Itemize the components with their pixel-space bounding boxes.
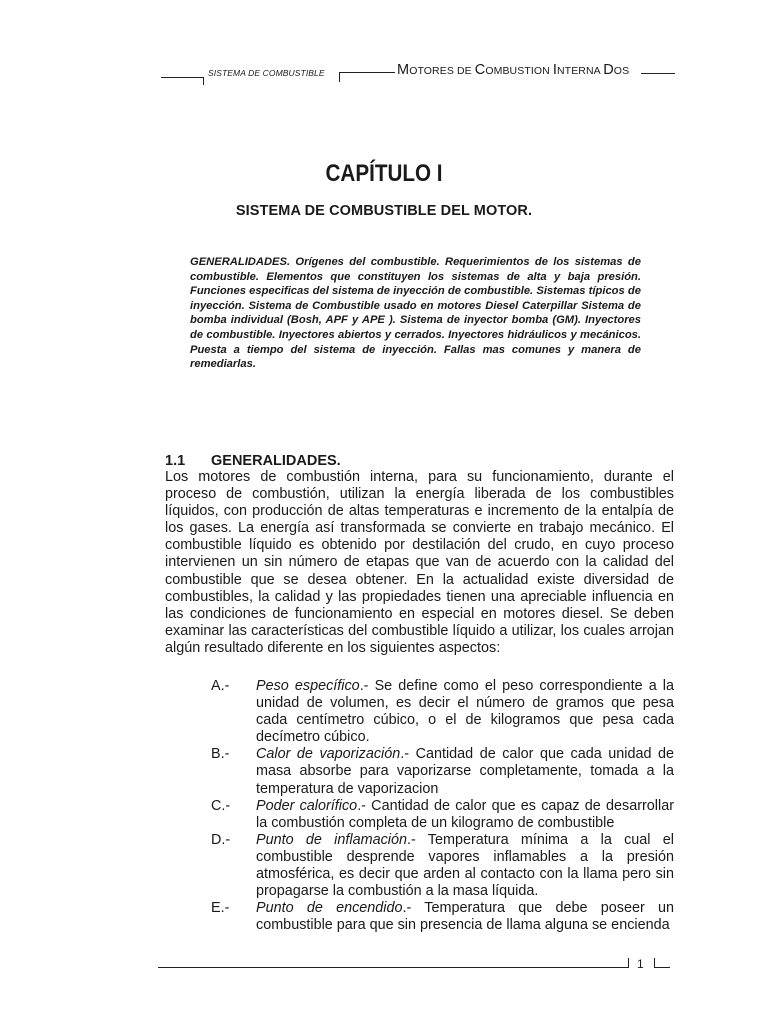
list-item-text (256, 900, 674, 934)
header-rule-tick (339, 72, 340, 82)
list-item (211, 746, 674, 797)
header-title-initial: C (474, 62, 486, 78)
header-title-rest: NTERNA (557, 65, 604, 77)
section-title: GENERALIDADES. (211, 453, 341, 469)
list-item (211, 832, 674, 900)
footer-rule-tick (628, 958, 629, 968)
page-header (0, 62, 768, 86)
list-item-label: B.- (211, 746, 230, 763)
header-rule-middle (339, 72, 395, 73)
list-item-text (256, 798, 674, 832)
header-title-initial: M (397, 62, 410, 78)
list-item-term: Calor de vaporización (256, 746, 401, 763)
header-book-title (397, 62, 629, 78)
list-item (211, 798, 674, 832)
section-paragraph: Los motores de combustión interna, para su funcionamiento, durante el proceso de combustión, utilizan la energía liberada de los combustibles líquidos, con producción de altas temperaturas e incremento de la entalpía de los gases. La energía así transformada se convierte en trabajo mecánico. El combustible líquido es obtenido por destilación del crudo, en cuyo proceso intervienen un sin número de etapas que van de acuerdo con la calidad del combustible que se desea obtener. En la actualidad existe diversidad de combustibles, la calidad y las propiedades tienen una apreciable influencia en las condiciones de funcionamiento en especial en motores diesel. Se deben examinar las características del combustible líquido a utilizar, los cuales arrojan algún resultado diferente en los siguientes aspectos: (165, 469, 674, 656)
list-item-definition: .- Temperatura mínima a la cual el combustible desprende vapores inflamables a la presión atmosférica, es decir que arden al contacto con la llama pero sin propagarse la combustión a la masa líquida. (256, 831, 674, 900)
page-number: 1 (637, 957, 644, 971)
header-rule-tick (203, 77, 204, 85)
footer-rule-left (158, 967, 628, 968)
list-item-definition: .- Se define como el peso correspondiente a la unidad de volumen, es decir el número de gramos que pesa cada centímetro cúbico, o el de kilogramos que pesa cada decímetro cúbico. (256, 678, 674, 746)
header-title-initial: D (603, 62, 614, 78)
list-item-definition: .- Temperatura que debe poseer un combustible para que sin presencia de llama alguna se encienda (256, 900, 674, 934)
chapter-title: CAPÍTULO I (325, 160, 443, 187)
chapter-subtitle: SISTEMA DE COMBUSTIBLE DEL MOTOR. (235, 203, 533, 219)
list-item-text (256, 746, 674, 797)
list-item-label: A.- (211, 678, 230, 694)
footer-rule-right (654, 967, 670, 968)
header-rule-left (161, 77, 204, 78)
list-item-label: D.- (211, 831, 231, 848)
list-item-text (256, 678, 674, 746)
list-item-definition: .- Cantidad de calor que cada unidad de masa absorbe para vaporizarse completamente, tomada a la temperatura de vaporizacion (256, 746, 674, 797)
list-item-text (256, 832, 674, 900)
header-rule-right (641, 73, 675, 74)
list-item-term: Peso específico (256, 678, 360, 694)
list-item-term: Punto de inflamación (256, 831, 407, 848)
list-item-label: C.- (211, 797, 231, 814)
list-item-term: Punto de encendido (256, 900, 403, 917)
list-item (211, 678, 674, 746)
list-item-definition: .- Cantidad de calor que es capaz de desarrollar la combustión completa de un kilogramo de combustible (256, 797, 674, 831)
header-title-initial: I (552, 62, 557, 78)
list-item (211, 900, 674, 934)
section-heading (165, 453, 341, 469)
header-title-rest: OMBUSTION (485, 65, 553, 77)
chapter-summary: GENERALIDADES. Orígenes del combustible. Requerimientos de los sistemas de combustible. Elementos que constituyen los sistemas de alta y baja presión. Funciones especificas del sistema de inyección de combustible. Sistemas típicos de inyección. Sistema de Combustible usado en motores Diesel Caterpillar Sistema de bomba individual (Bosh, APF y APE ). Sistema de inyector bomba (GM). Inyectores de combustible. Inyectores abiertos y cerrados. Inyectores hidráulicos y mecánicos. Puesta a tiempo del sistema de inyección. Fallas mas comunes y manera de remediarlas. (190, 256, 641, 371)
header-section-title: SISTEMA DE COMBUSTIBLE (208, 68, 325, 78)
list-item-term: Poder calorífico (256, 797, 358, 814)
list-item-label: E.- (211, 900, 230, 917)
aspects-list (211, 678, 674, 934)
header-title-rest: OTORES DE (409, 65, 475, 77)
section-number: 1.1 (165, 453, 186, 469)
header-title-rest: OS (613, 65, 630, 77)
